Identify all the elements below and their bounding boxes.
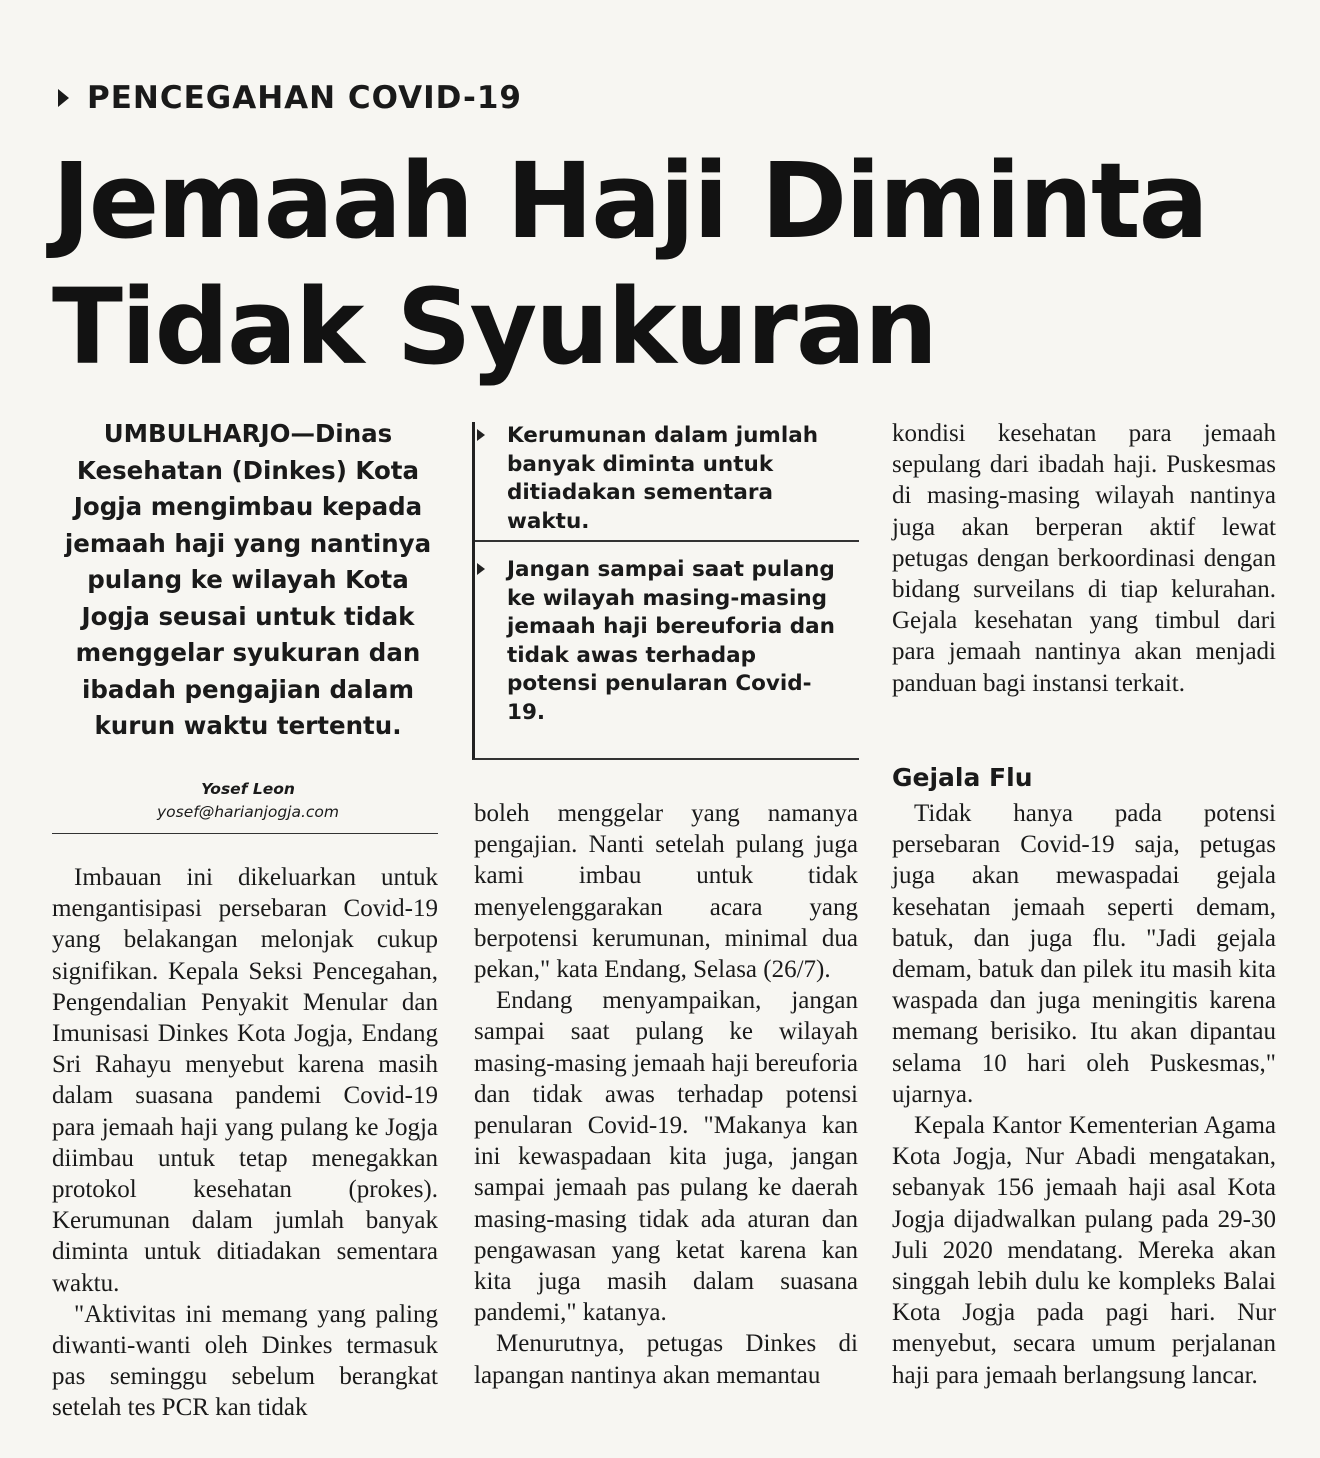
body-column-3-top bbox=[892, 418, 1276, 699]
lead-line: Jogja seusai untuk tidak bbox=[81, 601, 415, 631]
triangle-bullet-icon bbox=[477, 563, 485, 575]
section-kicker bbox=[58, 80, 522, 116]
lead-line: pulang ke wilayah Kota bbox=[87, 565, 409, 594]
highlight-box bbox=[472, 422, 859, 760]
triangle-bullet-icon bbox=[58, 89, 69, 107]
author-name: Yosef Leon bbox=[201, 780, 295, 798]
highlight-item bbox=[507, 556, 847, 727]
body-column-1 bbox=[52, 862, 438, 1424]
byline bbox=[52, 778, 444, 824]
body-paragraph: "Aktivitas ini memang yang paling diwanti-wanti oleh Dinkes termasuk pas seminggu sebelum berangkat setelah tes PCR kan tidak bbox=[52, 1300, 438, 1422]
highlight-text: Jangan sampai saat pulang ke wilayah masing-masing jemaah haji bereuforia dan tidak awas terhadap potensi penularan Covid-19. bbox=[507, 557, 835, 725]
lead-line: jemaah haji yang nantinya bbox=[64, 528, 432, 558]
body-paragraph: boleh menggelar yang namanya pengajian. Nanti setelah pulang juga kami imbau untuk tidak menyelenggarakan acara yang berpotensi kerumunan, minimal dua pekan," kata Endang, Selasa (26/7). bbox=[474, 800, 858, 984]
headline bbox=[52, 138, 1272, 390]
highlight-item bbox=[507, 422, 847, 536]
highlight-text: Kerumunan dalam jumlah banyak diminta untuk ditiadakan sementara waktu. bbox=[507, 423, 819, 534]
headline-line-2: Tidak Syukuran bbox=[52, 266, 937, 388]
lead-paragraph bbox=[52, 416, 444, 745]
divider bbox=[52, 833, 438, 834]
body-column-3 bbox=[892, 798, 1276, 1391]
kicker-text: PENCEGAHAN COVID-19 bbox=[87, 80, 522, 116]
body-paragraph: Kepala Kantor Kementerian Agama Kota Jogja, Nur Abadi mengatakan, sebanyak 156 jemaah haji asal Kota Jogja dijadwalkan pulang pada 29-30 Juli 2020 mendatang. Mereka akan singgah lebih dulu ke kompleks Balai Kota Jogja pada pagi hari. Nur menyebut, secara umum perjalanan haji para jemaah berlangsung lancar. bbox=[892, 1112, 1276, 1389]
lead-line: UMBULHARJO—Dinas bbox=[103, 419, 393, 448]
divider bbox=[475, 540, 859, 542]
triangle-bullet-icon bbox=[477, 429, 485, 441]
author-email: yosef@harianjogja.com bbox=[156, 803, 339, 821]
body-column-2 bbox=[474, 798, 858, 1391]
subheading: Gejala Flu bbox=[892, 763, 1033, 792]
lead-line: kurun waktu tertentu. bbox=[94, 711, 402, 740]
lead-line: menggelar syukuran dan bbox=[75, 638, 421, 667]
body-paragraph: kondisi kesehatan para jemaah sepulang dari ibadah haji. Puskesmas di masing-masing wilayah nantinya juga akan berperan aktif lewat petugas dengan berkoordinasi dengan bidang surveilans di tiap kelurahan. Gejala kesehatan yang timbul dari para jemaah nantinya akan menjadi panduan bagi instansi terkait. bbox=[892, 420, 1276, 697]
lead-line: Jogja mengimbau kepada bbox=[73, 492, 423, 521]
lead-line: ibadah pengajian dalam bbox=[81, 674, 414, 704]
body-paragraph: Imbauan ini dikeluarkan untuk mengantisipasi persebaran Covid-19 yang belakangan melonjak cukup signifikan. Kepala Seksi Pencegahan, Pengendalian Penyakit Menular dan Imunisasi Dinkes Kota Jogja, Endang Sri Rahayu menyebut karena masih dalam suasana pandemi Covid-19 para jemaah haji yang pulang ke Jogja diimbau untuk tetap menegakkan protokol kesehatan (prokes). Kerumunan dalam jumlah banyak diminta untuk ditiadakan sementara waktu. bbox=[52, 864, 438, 1297]
headline-line-1: Jemaah Haji Diminta bbox=[52, 140, 1207, 262]
body-paragraph: Endang menyampaikan, jangan sampai saat pulang ke wilayah masing-masing jemaah haji bereuforia dan tidak awas terhadap potensi penularan Covid-19. "Makanya kan ini kewaspadaan kita juga, jangan sampai jemaah pas pulang ke daerah masing-masing tidak ada aturan dan pengawasan yang ketat karena kan kita juga masih dalam suasana pandemi," katanya. bbox=[474, 987, 858, 1327]
body-paragraph: Menurutnya, petugas Dinkes di lapangan nantinya akan memantau bbox=[474, 1330, 858, 1389]
body-paragraph: Tidak hanya pada potensi persebaran Covid-19 saja, petugas juga akan mewaspadai gejala kesehatan jemaah seperti demam, batuk, dan juga flu. "Jadi gejala demam, batuk dan pilek itu masih kita waspada dan juga meningitis karena memang berisiko. Itu akan dipantau selama 10 hari oleh Puskesmas," ujarnya. bbox=[892, 800, 1276, 1108]
lead-line: Kesehatan (Dinkes) Kota bbox=[76, 455, 420, 485]
